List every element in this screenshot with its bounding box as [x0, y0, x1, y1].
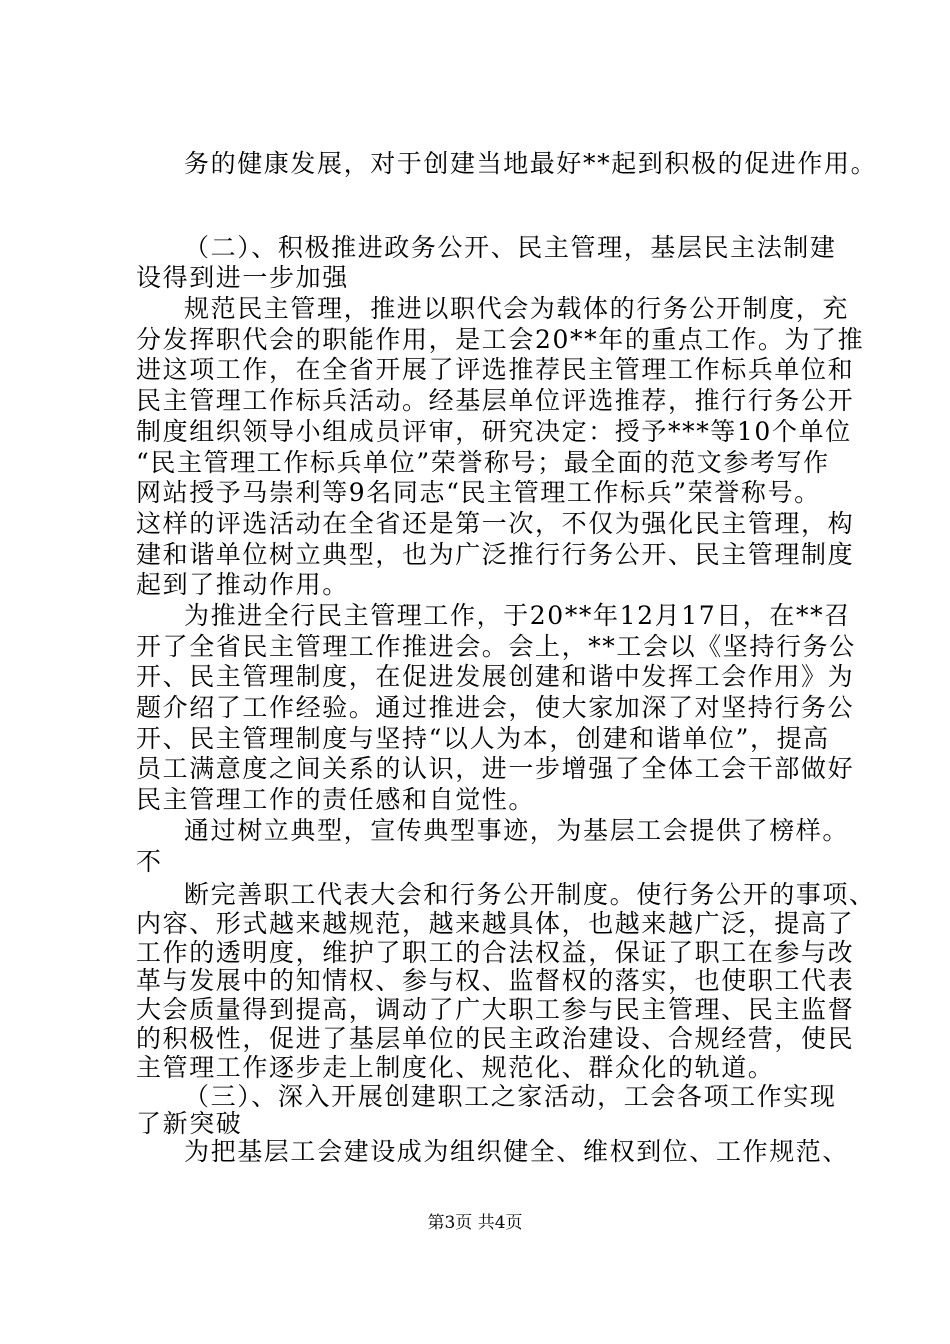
section-heading-line: 设得到进一步加强	[136, 263, 349, 292]
paragraph-line: 进这项工作，在全省开展了评选推荐民主管理工作标兵单位和	[136, 355, 855, 384]
paragraph-line: 这样的评选活动在全省还是第一次，不仅为强化民主管理，构	[136, 509, 855, 538]
paragraph-line: 起到了推动作用。	[136, 570, 349, 599]
paragraph-line: 为推进全行民主管理工作，于20**年12月17日，在**召	[184, 601, 851, 630]
paragraph-line: 开了全省民主管理工作推进会。会上，**工会以《坚持行务公	[136, 632, 856, 661]
paragraph-line: 民主管理工作的责任感和自觉性。	[136, 785, 536, 814]
paragraph-line: “民主管理工作标兵单位”荣誉称号；最全面的范文参考写作	[136, 448, 830, 477]
paragraph-line: 主管理工作逐步走上制度化、规范化、群众化的轨道。	[136, 1053, 775, 1082]
paragraph-line: 员工满意度之间关系的认识，进一步增强了全体工会干部做好	[136, 754, 855, 783]
paragraph-line: 分发挥职代会的职能作用，是工会20**年的重点工作。为了推	[136, 325, 865, 354]
paragraph-line: 革与发展中的知情权、参与权、监督权的落实，也使职工代表	[136, 966, 855, 995]
paragraph-line: 规范民主管理，推进以职代会为载体的行务公开制度，充	[184, 294, 850, 323]
paragraph-line: 题介绍了工作经验。通过推进会，使大家加深了对坚持行务公	[136, 693, 855, 722]
paragraph-line: 网站授予马崇利等9名同志“民主管理工作标兵”荣誉称号。	[136, 478, 821, 507]
paragraph-line: 不	[136, 847, 163, 876]
paragraph-line: 的积极性，促进了基层单位的民主政治建设、合规经营，使民	[136, 1024, 855, 1053]
section-heading-line: （二）、积极推进政务公开、民主管理，基层民主法制建	[184, 233, 837, 262]
page-footer: 第3页 共4页	[427, 1213, 523, 1233]
paragraph-line: 民主管理工作标兵活动。经基层单位评选推荐，推行行务公开	[136, 386, 855, 415]
paragraph-line: 内容、形式越来越规范，越来越具体，也越来越广泛，提高了	[136, 909, 855, 938]
paragraph-line: 为把基层工会建设成为组织健全、维权到位、工作规范、	[184, 1137, 850, 1166]
paragraph-line: 开、民主管理制度与坚持“以人为本，创建和谐单位”，提高	[136, 724, 830, 753]
paragraph-line: 通过树立典型，宣传典型事迹，为基层工会提供了榜样。	[184, 816, 850, 845]
paragraph-line: 建和谐单位树立典型，也为广泛推行行务公开、民主管理制度	[136, 540, 855, 569]
paragraph-line: 开、民主管理制度，在促进发展创建和谐中发挥工会作用》为	[136, 662, 855, 691]
paragraph-line: 大会质量得到提高，调动了广大职工参与民主管理、民主监督	[136, 995, 855, 1024]
paragraph-line: 工作的透明度，维护了职工的合法权益，保证了职工在参与改	[136, 938, 855, 967]
section-heading-line: 了新突破	[136, 1109, 243, 1138]
paragraph-line: 断完善职工代表大会和行务公开制度。使行务公开的事项、	[184, 880, 876, 909]
paragraph-line: 务的健康发展，对于创建当地最好**起到积极的促进作用。	[184, 149, 878, 178]
paragraph-line: 制度组织领导小组成员评审，研究决定：授予***等10个单位	[136, 417, 852, 446]
section-heading-line: （三）、深入开展创建职工之家活动，工会各项工作实现	[184, 1082, 837, 1111]
